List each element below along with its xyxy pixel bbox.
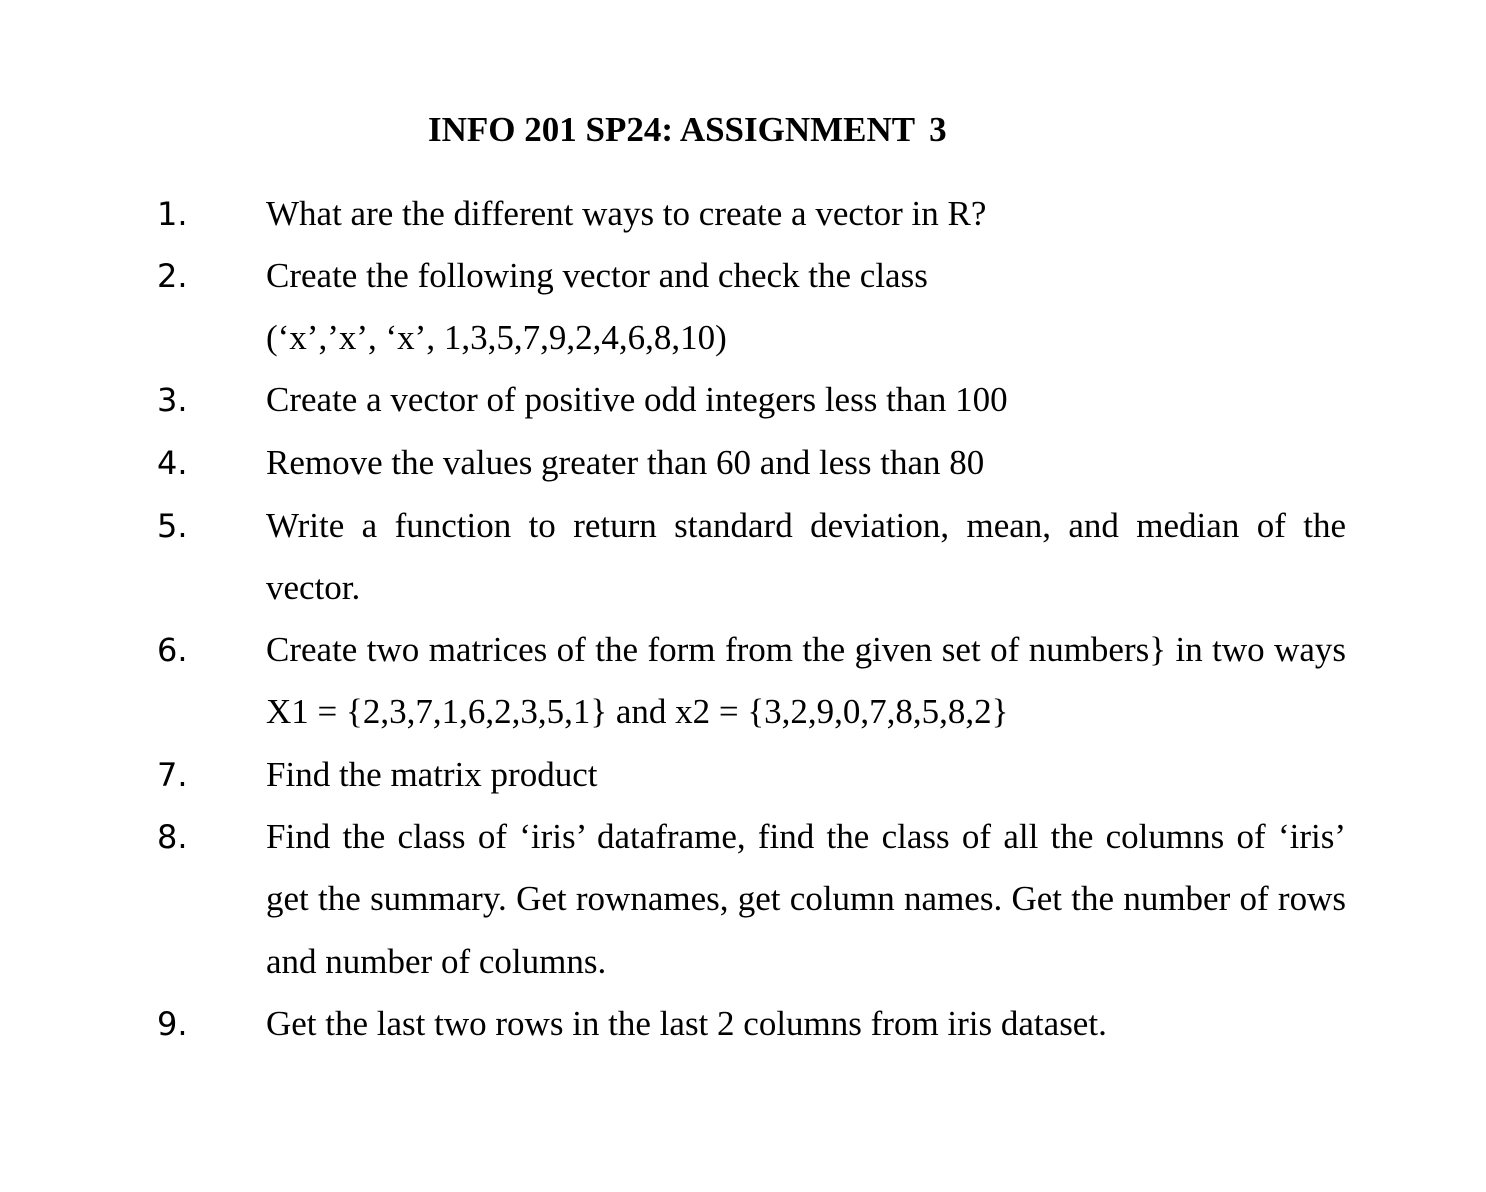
item-number-4: 4.: [157, 444, 188, 482]
item-number-3: 3.: [157, 381, 188, 419]
item-7-line-1: Find the matrix product: [266, 755, 598, 794]
item-4-line-1: Remove the values greater than 60 and less than 80: [266, 443, 985, 482]
item-8-line-3: and number of columns.: [266, 942, 607, 981]
item-number-5: 5.: [157, 507, 188, 545]
item-9-line-1: Get the last two rows in the last 2 columns from iris dataset.: [266, 1004, 1107, 1043]
title-number: 3: [929, 110, 947, 149]
item-6-line-1: Create two matrices of the form from the given set of numbers} in two ways: [266, 630, 1346, 669]
item-5-line-2: vector.: [266, 568, 361, 607]
item-number-1: 1.: [157, 195, 188, 233]
item-3-line-1: Create a vector of positive odd integers less than 100: [266, 380, 1008, 419]
item-8-line-1: Find the class of ‘iris’ dataframe, find the class of all the columns of ‘iris’: [266, 817, 1346, 856]
item-2-line-1: Create the following vector and check the class: [266, 256, 928, 295]
item-number-9: 9.: [157, 1005, 188, 1043]
item-1-line-1: What are the different ways to create a vector in R?: [266, 194, 987, 233]
item-2-line-2: (‘x’,’x’, ‘x’, 1,3,5,7,9,2,4,6,8,10): [266, 318, 727, 357]
item-number-2: 2.: [157, 257, 188, 295]
item-6-line-2: X1 = {2,3,7,1,6,2,3,5,1} and x2 = {3,2,9,0,7,8,5,8,2}: [266, 692, 1009, 731]
page-title: [428, 108, 947, 152]
title-text: INFO 201 SP24: ASSIGNMENT: [428, 110, 916, 149]
item-number-8: 8.: [157, 818, 188, 856]
item-number-7: 7.: [157, 756, 188, 794]
item-5-line-1: Write a function to return standard deviation, mean, and median of the: [266, 506, 1346, 545]
item-8-line-2: get the summary. Get rownames, get column names. Get the number of rows: [266, 879, 1346, 918]
item-number-6: 6.: [157, 631, 188, 669]
